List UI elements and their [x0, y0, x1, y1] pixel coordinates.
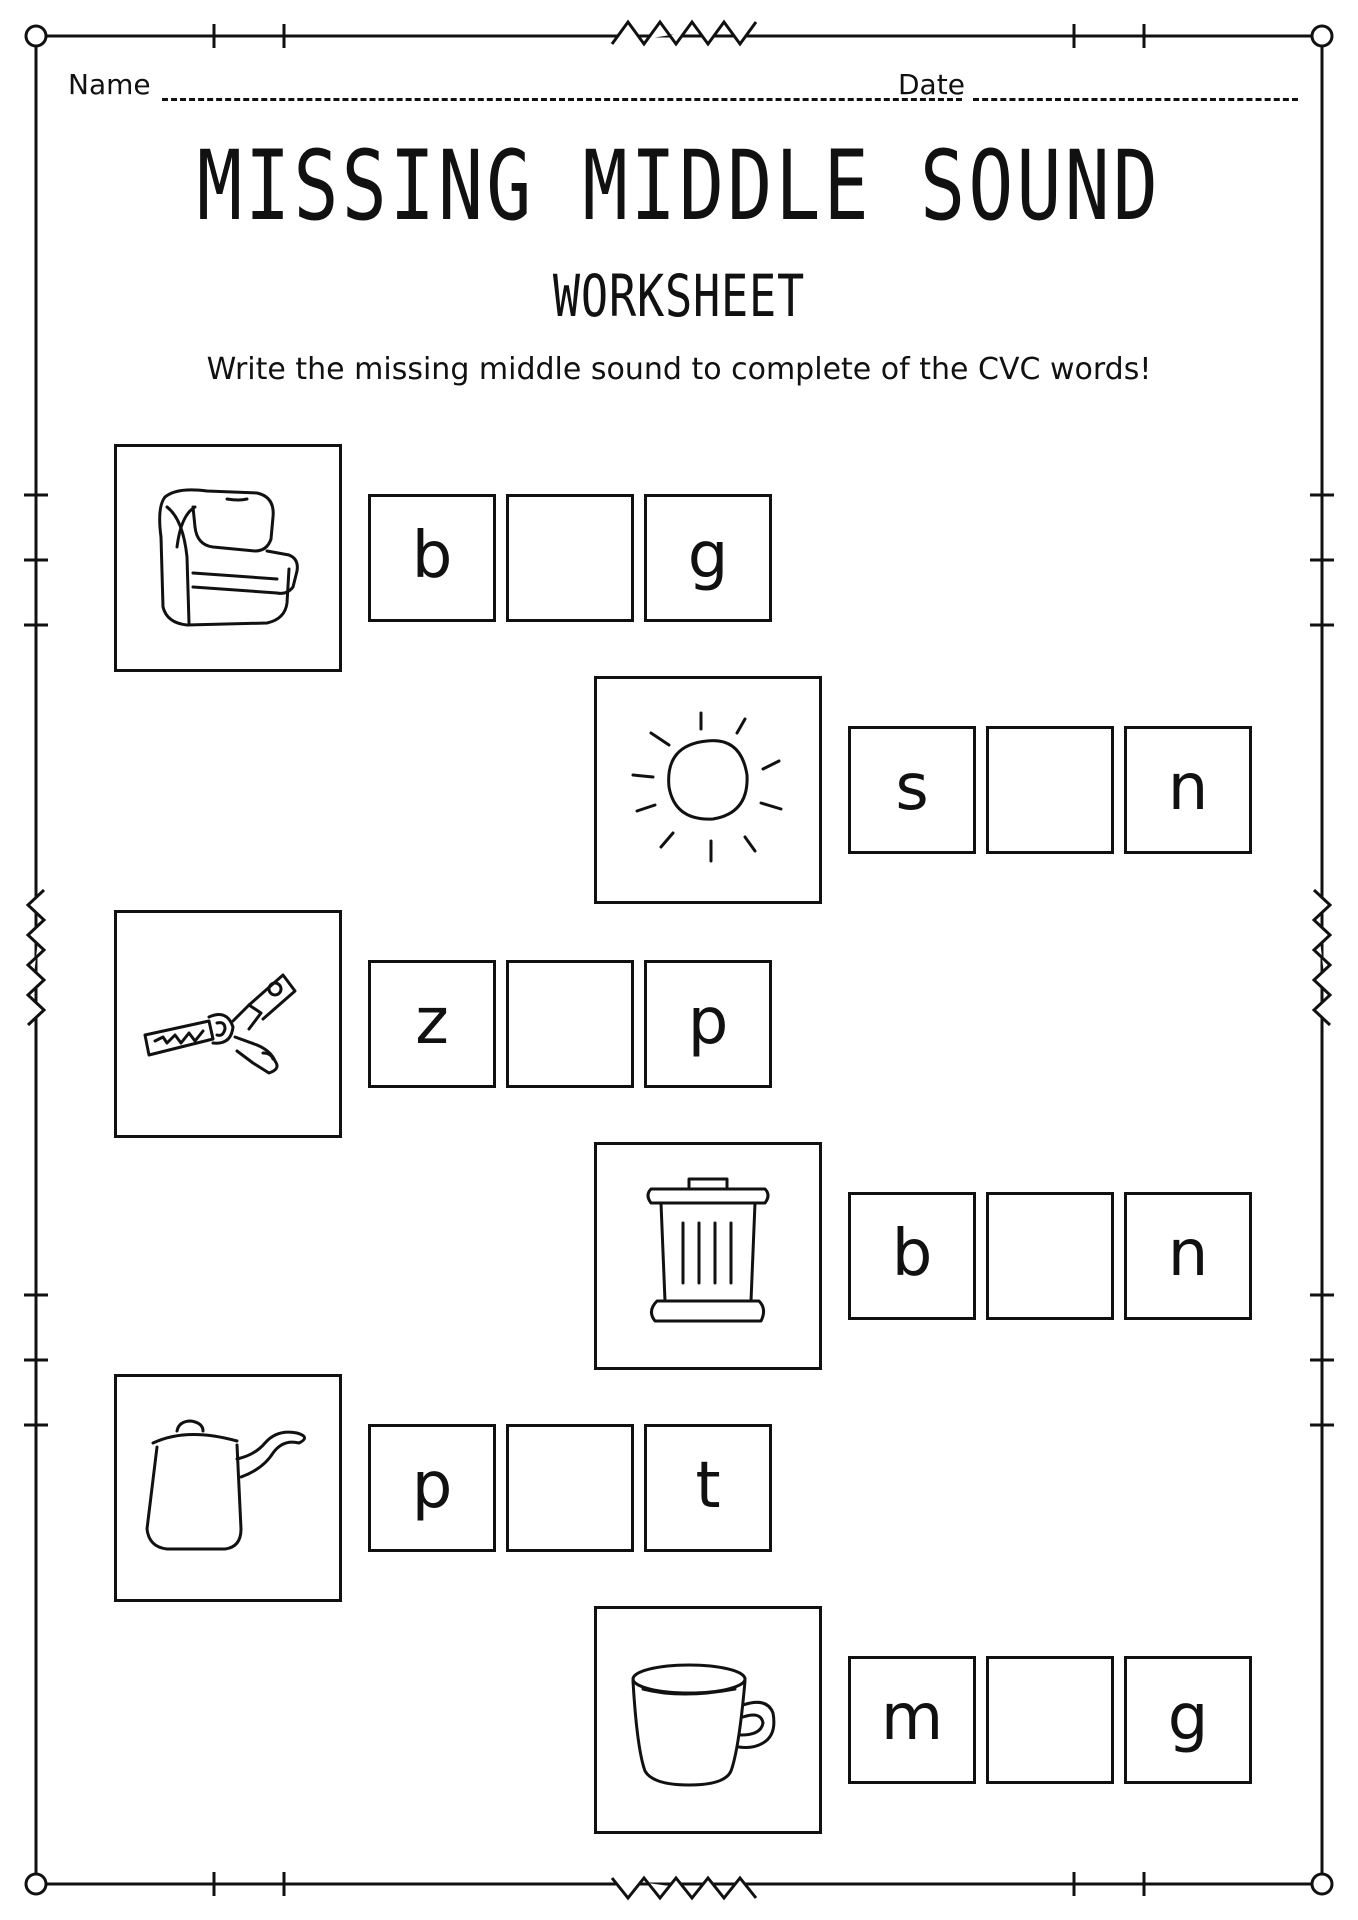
middle-letter-box[interactable] [506, 494, 634, 622]
middle-letter-box[interactable] [506, 1424, 634, 1552]
word-row [114, 1374, 786, 1600]
picture-box [114, 444, 342, 672]
date-input-line[interactable] [973, 98, 1298, 101]
instruction-text: Write the missing middle sound to complete of the CVC words! [206, 352, 1152, 387]
sun-icon [597, 679, 819, 901]
picture-box [594, 1606, 822, 1834]
first-letter-box: p [368, 1424, 496, 1552]
worksheet-title: MISSING MIDDLE SOUND [196, 130, 1162, 242]
middle-letter-input[interactable] [989, 1659, 1111, 1781]
word-row [114, 444, 786, 670]
trash-bin-icon [597, 1145, 819, 1367]
first-letter-box: b [848, 1192, 976, 1320]
middle-letter-box[interactable] [986, 1192, 1114, 1320]
first-letter-box: z [368, 960, 496, 1088]
word-row [114, 910, 786, 1136]
middle-letter-input[interactable] [509, 963, 631, 1085]
first-letter-box: m [848, 1656, 976, 1784]
header-row [68, 64, 1298, 112]
last-letter-box: t [644, 1424, 772, 1552]
last-letter-box: n [1124, 1192, 1252, 1320]
word-row [594, 1606, 1266, 1832]
middle-letter-input[interactable] [509, 1427, 631, 1549]
last-letter-box: g [644, 494, 772, 622]
word-row [594, 1142, 1266, 1368]
date-label: Date [898, 68, 965, 101]
picture-box [594, 1142, 822, 1370]
middle-letter-input[interactable] [509, 497, 631, 619]
last-letter-box: g [1124, 1656, 1252, 1784]
mug-icon [597, 1609, 819, 1831]
last-letter-box: n [1124, 726, 1252, 854]
picture-box [594, 676, 822, 904]
zipper-icon [117, 913, 339, 1135]
middle-letter-box[interactable] [986, 726, 1114, 854]
worksheet-subtitle: WORKSHEET [552, 262, 806, 330]
bag-icon [117, 447, 339, 669]
last-letter-box: p [644, 960, 772, 1088]
first-letter-box: b [368, 494, 496, 622]
picture-box [114, 910, 342, 1138]
middle-letter-input[interactable] [989, 729, 1111, 851]
pot-icon [117, 1377, 339, 1599]
picture-box [114, 1374, 342, 1602]
first-letter-box: s [848, 726, 976, 854]
middle-letter-box[interactable] [506, 960, 634, 1088]
name-input-line[interactable] [162, 98, 962, 101]
middle-letter-input[interactable] [989, 1195, 1111, 1317]
middle-letter-box[interactable] [986, 1656, 1114, 1784]
name-label: Name [68, 68, 151, 101]
word-row [594, 676, 1266, 902]
